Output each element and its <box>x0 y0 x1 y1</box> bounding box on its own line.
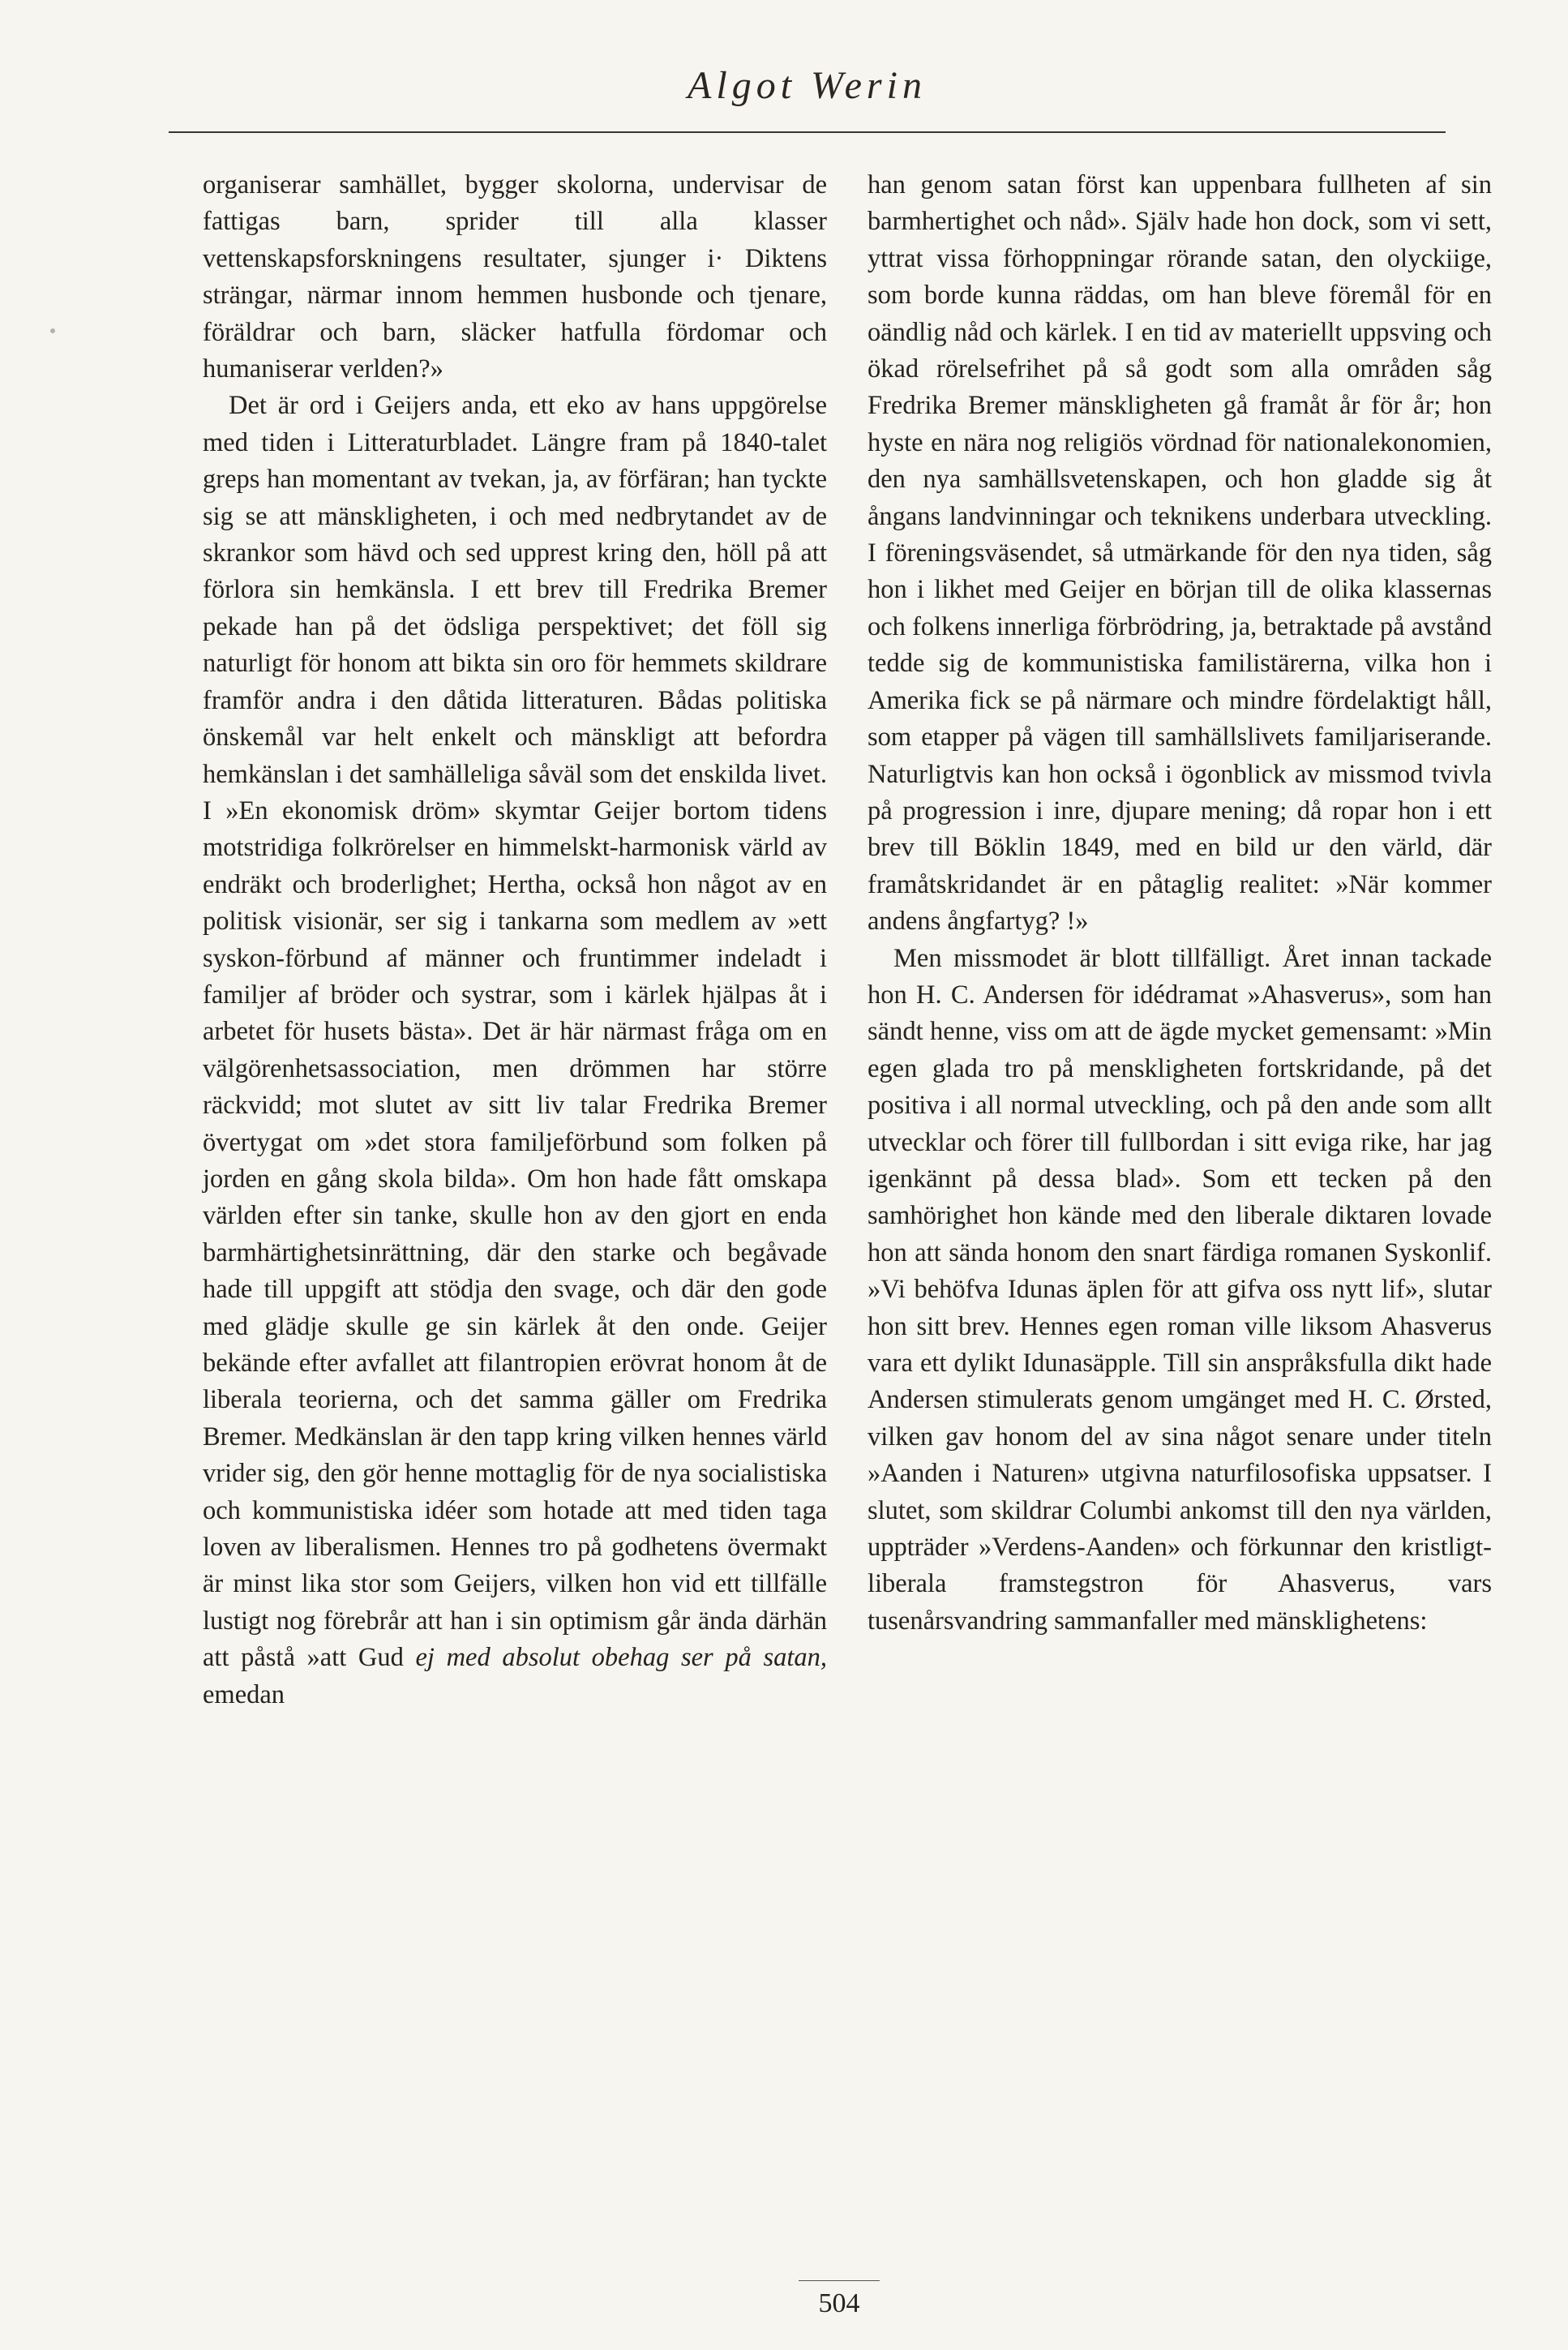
left-paragraph-continued: organiserar samhället, bygger skolorna, undervisar de fattigas barn, sprider till alla klasser vettenskapsforskningens resultater, sjunger i· Diktens strängar, närmar innom hemmen husbonde och tjenare, föräldrar och barn, släcker hatfulla fördomar och humaniserar verlden?» <box>203 170 827 384</box>
left-paragraph-text: Det är ord i Geijers anda, ett eko av hans uppgörelse med tiden i Litteraturbladet. Längre fram på 1840-talet greps han momentant av tvekan, ja, av förfäran; han tyckte sig se att mänskligheten, i och med nedbrytandet av de skrankor som hävd och sed upprest kring den, höll på att förlora sin hemkänsla. I ett brev till Fredrika Bremer pekade han på det ödsliga perspektivet; det föll sig naturligt för honom att bikta sin oro för hemmets skildrare framför andra i den dåtida litteraturen. Bådas politiska önskemål var helt enkelt och mänskligt att befordra hemkänslan i det samhälleliga såväl som det enskilda livet. I »En ekonomisk dröm» skymtar Geijer bortom tidens motstridiga folkrörelser en himmelskt-harmonisk värld av endräkt och broderlighet; Hertha, också hon något av en politisk visionär, ser sig i tankarna som medlem av »ett syskon-förbund af männer och fruntimmer indeladt i familjer af bröder och systrar, som i kärlek hjälpas åt i arbetet för husets bästa». Det är här närmast fråga om en välgörenhetsassociation, men drömmen har större räckvidd; mot slutet av sitt liv talar Fredrika Bremer övertygat om »det stora familjeförbund som folken på jorden en gång skola bilda». Om hon hade fått omskapa världen efter sin tanke, skulle hon av den gjort en enda barmhärtighetsinrättning, där den starke och begåvade hade till uppgift att stödja den svage, och där den gode med glädje skulle ge sin kärlek åt den onde. Geijer bekände efter avfallet att filantropien erövrat honom åt de liberala teorierna, och det samma gäller om Fredrika Bremer. Medkänslan är den tapp kring vilken hennes värld vrider sig, den gör henne mottaglig för de nya socialistiska och kommunistiska idéer som hotade att med tiden taga loven av liberalismen. Hennes tro på godhetens övermakt är minst lika stor som Geijers, vilken hon vid ett tillfälle lustigt nog förebrår att han i sin optimism går ända därhän att påstå »att Gud <box>203 391 827 1673</box>
page-number: 504 <box>818 2288 860 2318</box>
italic-quotation: ej med absolut obehag ser på satan, <box>415 1643 827 1673</box>
header-rule <box>169 131 1446 133</box>
left-paragraph-main <box>203 388 827 1713</box>
folio-rule <box>799 2280 880 2281</box>
right-paragraph-main: Men missmodet är blott tillfälligt. Året innan tackade hon H. C. Andersen för idédramat »Ahasverus», som han sändt henne, viss om att de ägde mycket gemensamt: »Min egen glada tro på menskligheten fortskridande, på det positiva i all normal utveckling, och på den ande som allt utvecklar och förer till fullbordan i sitt eviga rike, har jag igenkännt på dessa blad». Som ett tecken på den samhörighet hon kände med den liberale diktaren lovade hon att sända honom den snart färdiga romanen Syskonlif. »Vi behöfva Idunas äplen för att gifva oss nytt lif», slutar hon sitt brev. Hennes egen roman ville liksom Ahasverus vara ett dylikt Idunasäpple. Till sin anspråksfulla dikt hade Andersen stimulerats genom umgänget med H. C. Ørsted, vilken gav honom del av sina något senare under titeln »Aanden i Naturen» utgivna naturfilosofiska uppsatser. I slutet, som skildrar Columbi ankomst till den nya världen, uppträder »Verdens-Aanden» och förkunnar den kristligt-liberala framstegstron för Ahasverus, vars tusenårsvandring sammanfaller med mänsklighetens: <box>868 943 1492 1636</box>
right-text-column <box>868 167 1492 1640</box>
running-head-author: Algot Werin <box>688 64 927 107</box>
left-paragraph-tail: emedan <box>203 1679 285 1709</box>
margin-speck <box>50 328 55 333</box>
right-paragraph-continued: han genom satan först kan uppenbara fullheten af sin barmhertighet och nåd». Själv hade hon dock, som vi sett, yttrat vissa förhoppningar rörande satan, den olyckiige, som borde kunna räddas, om han bleve föremål för en oändlig nåd och kärlek. I en tid av materiellt uppsving och ökad rörelsefrihet på så godt som alla områden såg Fredrika Bremer mänskligheten gå framåt år för år; hon hyste en nära nog religiös vördnad för nationalekonomien, den nya samhällsvetenskapen, och hon gladde sig åt ångans landvinningar och teknikens underbara utveckling. I föreningsväsendet, så utmärkande för den nya tiden, såg hon i likhet med Geijer en början till de olika klassernas och folkens innerliga förbrödring, ja, betraktade på avstånd tedde sig de kommunistiska familistärerna, vilka hon i Amerika fick se på närmare och mindre fördelaktigt håll, som etapper på vägen till samhällslivets familjariserande. Naturligtvis kan hon också i ögonblick av missmod tvivla på progression i inre, djupare mening; då ropar hon i ett brev till Böklin 1849, med en bild ur den värld, där framåtskridandet är en påtaglig realitet: »När kommer andens ångfartyg? !» <box>868 170 1492 937</box>
left-text-column <box>203 167 827 1713</box>
